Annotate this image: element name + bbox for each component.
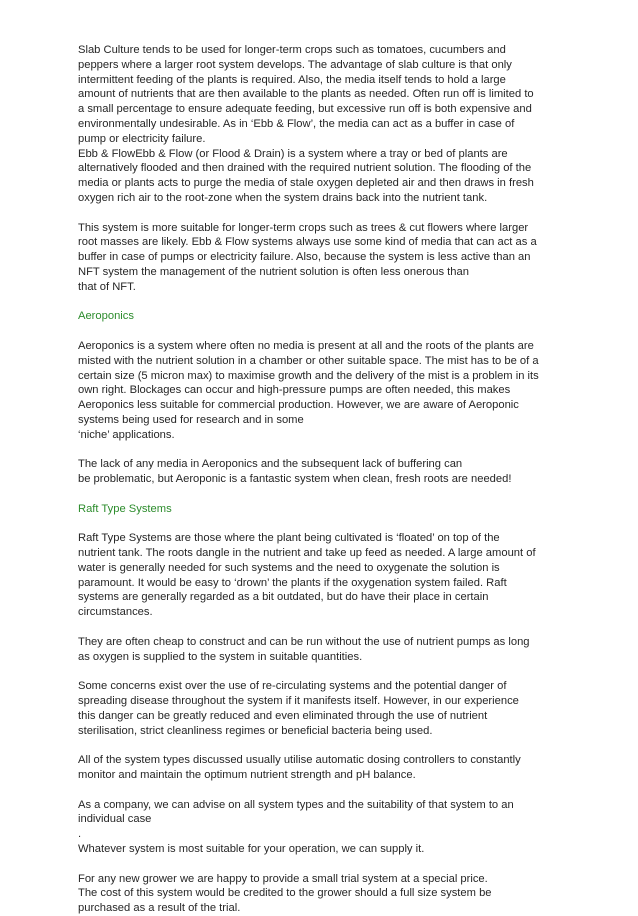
text-line: Some concerns exist over the use of re-circulating systems and the potential danger of: [78, 680, 507, 693]
text-line: For any new grower we are happy to provide a small trial system at a special price.: [78, 872, 488, 885]
text-line: Ebb & FlowEbb & Flow (or Flood & Drain) is a system where a tray or bed of plants are: [78, 147, 508, 160]
text-line: a small percentage to ensure adequate feeding, but excessive run off is both expensive and: [78, 103, 532, 116]
paragraph-spacer: [78, 664, 568, 679]
text-line: Aeroponics is a system where often no media is present at all and the roots of the plants are: [78, 339, 534, 352]
text-line: systems are generally regarded as a bit outdated, but do have their place in certain: [78, 591, 489, 604]
text-line: Aeroponics: [78, 310, 134, 323]
text-line: Whatever system is most suitable for your operation, we can supply it.: [78, 843, 425, 856]
paragraph: [78, 221, 568, 295]
text-line: nutrient tank. The roots dangle in the nutrient and take up feed as needed. A large amount of: [78, 547, 536, 560]
text-line: water is generally needed for such systems and the need to oxygenate the solution is: [78, 561, 500, 574]
text-line: The lack of any media in Aeroponics and the subsequent lack of buffering can: [78, 458, 463, 471]
text-line: root masses are likely. Ebb & Flow systems always use some kind of media that can act as a: [78, 236, 537, 249]
text-line: peppers where a larger root system develops. The advantage of slab culture is that only: [78, 58, 512, 71]
text-line: environmentally undesirable. As in ‘Ebb & Flow’, the media can act as a buffer in case of: [78, 117, 515, 130]
document-body: [78, 43, 568, 916]
paragraph-spacer: [78, 443, 568, 458]
text-line: systems being used for research and in some: [78, 413, 304, 426]
text-line: This system is more suitable for longer-term crops such as trees & cut flowers where larger: [78, 221, 529, 234]
paragraph: [78, 872, 568, 916]
text-line: that of NFT.: [78, 280, 136, 293]
text-line: own right. Blockages can occur and high-pressure pumps are often needed, this makes: [78, 384, 511, 397]
paragraph-spacer: [78, 324, 568, 339]
paragraph: [78, 339, 568, 443]
paragraph-spacer: [78, 857, 568, 872]
text-line: amount of nutrients that are then available to the plants as needed. Often run off is limited to: [78, 88, 534, 101]
paragraph: [78, 798, 568, 857]
text-line: Raft Type Systems are those where the plant being cultivated is ‘floated’ on top of the: [78, 532, 500, 545]
text-line: intermittent feeding of the plants is required. Also, the media itself tends to hold a large: [78, 73, 506, 86]
text-line: Slab Culture tends to be used for longer-term crops such as tomatoes, cucumbers and: [78, 44, 506, 56]
paragraph-spacer: [78, 517, 568, 532]
paragraph: [78, 679, 568, 738]
paragraph-spacer: [78, 206, 568, 221]
text-line: purchased as a result of the trial.: [78, 902, 241, 915]
text-line: Raft Type Systems: [78, 502, 172, 515]
text-line: Aeroponics less suitable for commercial production. However, we are aware of Aeroponic: [78, 399, 519, 412]
text-line: As a company, we can advise on all system types and the suitability of that system to an: [78, 798, 514, 811]
paragraph-spacer: [78, 487, 568, 502]
text-line: They are often cheap to construct and can be run without the use of nutrient pumps as long: [78, 635, 530, 648]
paragraph-spacer: [78, 738, 568, 753]
text-line: spreading disease throughout the system if it manifests itself. However, in our experience: [78, 695, 519, 708]
paragraph: [78, 43, 568, 147]
text-line: certain size (5 micron max) to maximise growth and the delivery of the mist is a problem in its: [78, 369, 539, 382]
text-line: pump or electricity failure.: [78, 132, 206, 145]
text-line: this danger can be greatly reduced and even eliminated through the use of nutrient: [78, 709, 488, 722]
paragraph: [78, 457, 568, 487]
text-line: buffer in case of pumps or electricity failure. Also, because the system is less active than an: [78, 251, 531, 264]
text-line: individual case: [78, 813, 152, 826]
paragraph: [78, 753, 568, 783]
text-line: alternatively flooded and then drained with the required nutrient solution. The flooding of the: [78, 162, 532, 175]
paragraph: [78, 635, 568, 665]
section-heading: [78, 309, 568, 324]
text-line: ‘niche’ applications.: [78, 428, 175, 441]
text-line: .: [78, 828, 82, 841]
text-line: be problematic, but Aeroponic is a fantastic system when clean, fresh roots are needed!: [78, 473, 512, 486]
text-line: as oxygen is supplied to the system in suitable quantities.: [78, 650, 363, 663]
text-line: All of the system types discussed usually utilise automatic dosing controllers to constantly: [78, 754, 521, 767]
paragraph-spacer: [78, 295, 568, 310]
paragraph: [78, 531, 568, 620]
section-heading: [78, 502, 568, 517]
paragraph-spacer: [78, 783, 568, 798]
text-line: circumstances.: [78, 606, 153, 619]
text-line: sterilisation, strict cleanliness regimes or beneficial bacteria being used.: [78, 724, 433, 737]
text-line: The cost of this system would be credited to the grower should a full size system be: [78, 887, 492, 900]
paragraph-spacer: [78, 620, 568, 635]
paragraph: [78, 147, 568, 206]
text-line: monitor and maintain the optimum nutrient strength and pH balance.: [78, 769, 416, 782]
text-line: media or plants acts to purge the media of stale oxygen depleted air and then draws in fresh: [78, 177, 534, 190]
text-line: NFT system the management of the nutrient solution is often less onerous than: [78, 265, 469, 278]
text-line: misted with the nutrient solution in a chamber or other suitable space. The mist has to be of a: [78, 354, 539, 367]
text-line: paramount. It would be easy to ‘drown’ the plants if the oxygenation system failed. Raft: [78, 576, 507, 589]
text-line: oxygen rich air to the root-zone when the system drains back into the nutrient tank.: [78, 191, 488, 204]
